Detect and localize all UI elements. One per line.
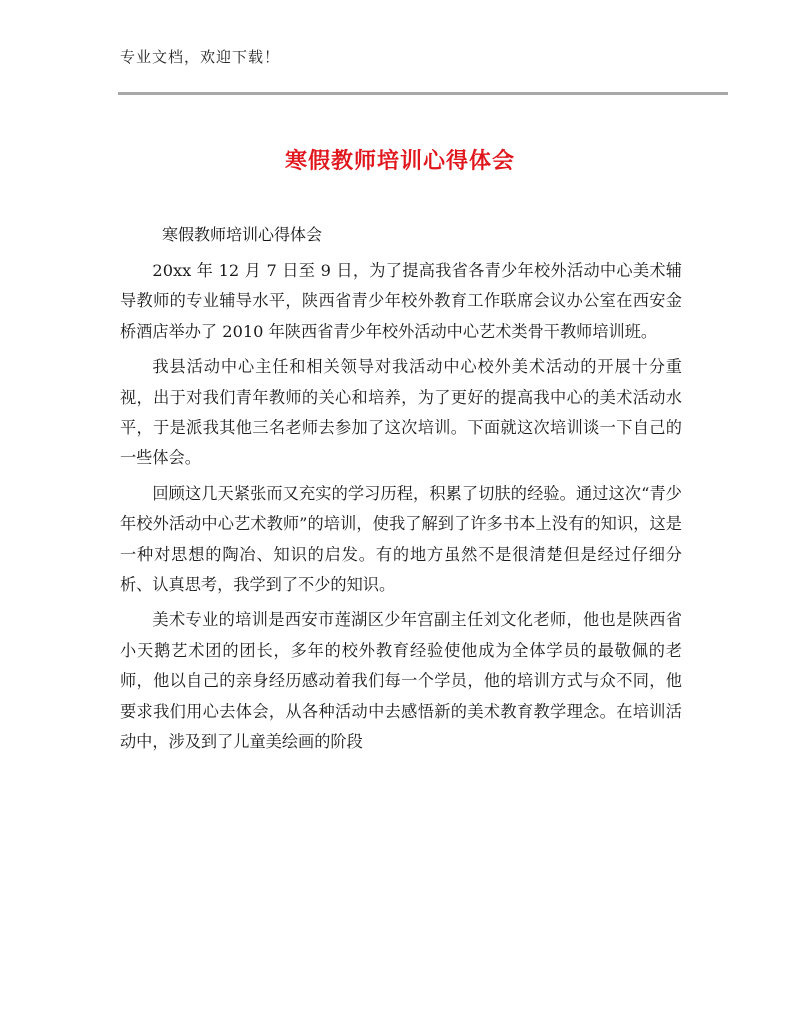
body-paragraph-4: 美术专业的培训是西安市莲湖区少年宫副主任刘文化老师，他也是陕西省小天鹅艺术团的团长，多年的校外教育经验使他成为全体学员的最敬佩的老师，他以自己的亲身经历感动着我们每一个学员，他的培训方式与众不同，他要求我们用心去体会，从各种活动中去感悟新的美术教育教学理念。在培训活动中，涉及到了儿童美绘画的阶段 (120, 610, 682, 752)
document-title: 寒假教师培训心得体会 (284, 149, 515, 174)
body-paragraph-1: 20xx 年 12 月 7 日至 9 日，为了提高我省各青少年校外活动中心美术辅导教师的专业辅导水平，陕西省青少年校外教育工作联席会议办公室在西安金桥酒店举办了 2010 年陕西省青少年校外活动中心艺术类骨干教师培训班。 (120, 261, 682, 341)
page-header-note: 专业文档，欢迎下载！ (120, 48, 281, 66)
body-paragraph-3: 回顾这几天紧张而又充实的学习历程，积累了切肤的经验。通过这次“青少年校外活动中心艺术教师”的培训，使我了解到了许多书本上没有的知识，这是一种对思想的陶冶、知识的启发。有的地方虽然不是很清楚但是经过仔细分析、认真思考，我学到了不少的知识。 (120, 483, 682, 595)
document-subtitle: 寒假教师培训心得体会 (162, 225, 323, 244)
document-body (120, 256, 682, 763)
body-paragraph-2: 我县活动中心主任和相关领导对我活动中心校外美术活动的开展十分重视，出于对我们青年教师的关心和培养，为了更好的提高我中心的美术活动水平，于是派我其他三名老师去参加了这次培训。下面就这次培训谈一下自己的一些体会。 (120, 357, 682, 468)
header-divider (118, 92, 728, 95)
